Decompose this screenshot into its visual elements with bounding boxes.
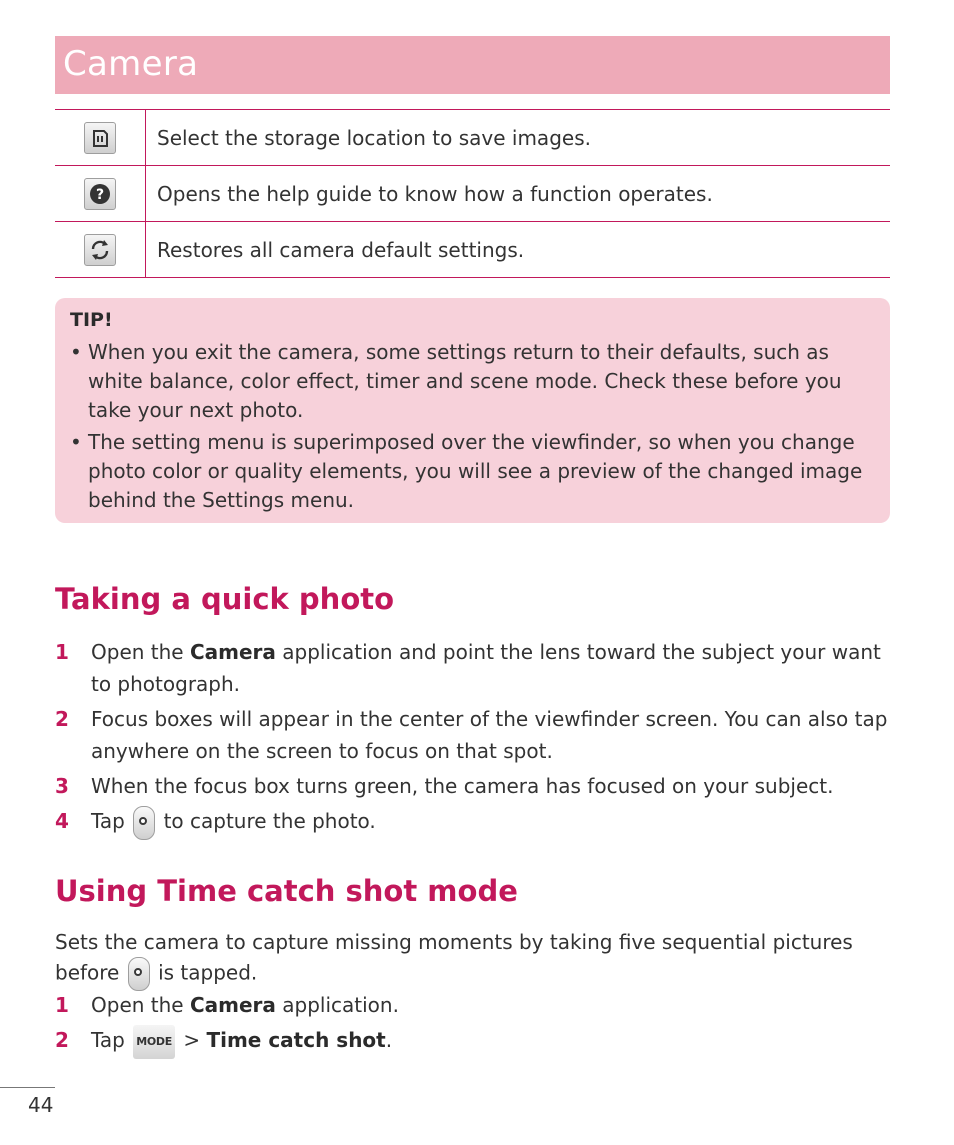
step-number: 4 bbox=[55, 809, 69, 833]
table-row bbox=[55, 166, 890, 222]
row-description: Restores all camera default settings. bbox=[157, 237, 525, 262]
list-item: 2 Tap MODE > Time catch shot. bbox=[55, 1024, 895, 1059]
emphasis: Camera bbox=[189, 993, 276, 1017]
emphasis: Camera bbox=[189, 640, 276, 664]
page-title: Camera bbox=[63, 44, 199, 84]
step-number: 3 bbox=[55, 774, 69, 798]
reset-icon bbox=[84, 234, 116, 266]
section-heading-time-catch: Using Time catch shot mode bbox=[55, 874, 518, 908]
shutter-button-icon bbox=[128, 957, 150, 991]
tip-list bbox=[70, 338, 880, 518]
tip-label: TIP! bbox=[70, 309, 113, 331]
header-bar bbox=[55, 36, 890, 94]
list-item: 4 Tap to capture the photo. bbox=[55, 805, 895, 840]
storage-card-icon bbox=[84, 122, 116, 154]
step-number: 1 bbox=[55, 993, 69, 1017]
list-item: 1 Open the Camera application and point the lens toward the subject your want to photograph. bbox=[55, 636, 895, 700]
step-number: 2 bbox=[55, 1028, 69, 1052]
svg-text:?: ? bbox=[95, 186, 105, 203]
list-item: 2 Focus boxes will appear in the center of the viewfinder screen. You can also tap anywhere on the screen to focus on that spot. bbox=[55, 703, 895, 767]
step-number: 2 bbox=[55, 707, 69, 731]
list-item: 3 When the focus box turns green, the camera has focused on your subject. bbox=[55, 770, 895, 802]
table-row bbox=[55, 222, 890, 278]
help-icon bbox=[84, 178, 116, 210]
quick-photo-steps bbox=[55, 636, 895, 843]
footer-rule bbox=[0, 1087, 55, 1088]
page-number: 44 bbox=[28, 1093, 54, 1117]
section-intro: Sets the camera to capture missing moments by taking five sequential pictures before is tapped. bbox=[55, 928, 895, 991]
time-catch-steps bbox=[55, 989, 895, 1062]
row-description: Select the storage location to save images. bbox=[157, 125, 591, 150]
mode-icon: MODE bbox=[133, 1025, 175, 1059]
section-heading-quick-photo: Taking a quick photo bbox=[55, 582, 395, 616]
emphasis: Time catch shot bbox=[206, 1028, 386, 1052]
list-item: • When you exit the camera, some settings return to their defaults, such as white balance, color effect, timer and scene mode. Check these before you take your next photo. bbox=[70, 338, 880, 425]
table-row bbox=[55, 110, 890, 166]
row-description: Opens the help guide to know how a function operates. bbox=[157, 181, 713, 206]
settings-table bbox=[55, 109, 890, 278]
step-number: 1 bbox=[55, 640, 69, 664]
list-item: 1 Open the Camera application. bbox=[55, 989, 895, 1021]
tip-box bbox=[55, 298, 890, 523]
shutter-button-icon bbox=[133, 806, 155, 840]
list-item: • The setting menu is superimposed over the viewfinder, so when you change photo color or quality elements, you will see a preview of the changed image behind the Settings menu. bbox=[70, 428, 880, 515]
